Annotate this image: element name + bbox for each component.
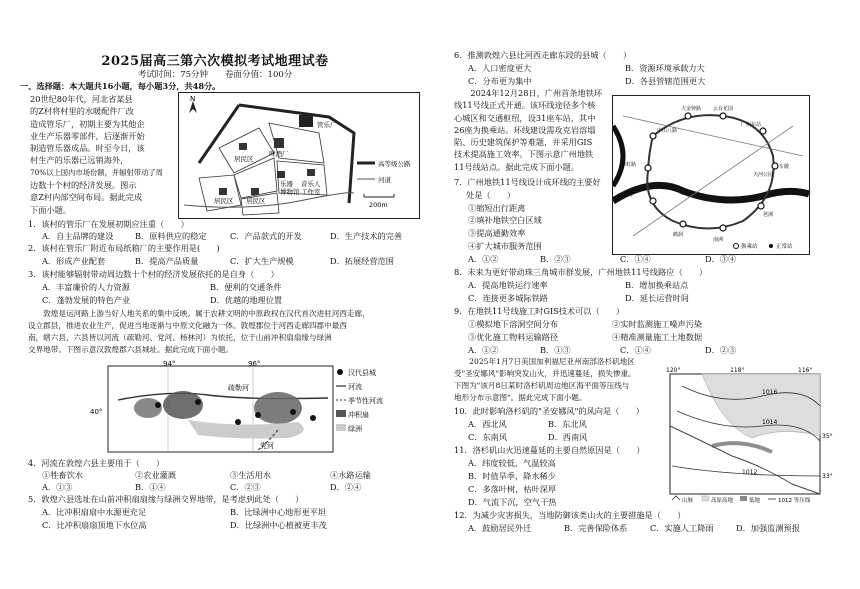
text-line: 心城区和交通枢纽，设31座车站，其中 <box>454 112 596 123</box>
svg-text:琶洲: 琶洲 <box>763 212 774 218</box>
svg-text:山脉: 山脉 <box>682 498 694 504</box>
passage-guangzhou-metro <box>454 87 609 173</box>
svg-text:高等级公路: 高等级公路 <box>378 160 411 168</box>
option-d[interactable]: D．③④ <box>705 254 737 264</box>
text-line: 线11号线正式开通。该环线途径多个核 <box>454 100 596 111</box>
la-isobar-figure <box>662 366 837 506</box>
svg-text:广州东站: 广州东站 <box>741 122 762 128</box>
text-line: 敦煌是运河路上游当好人地关系的集中反映。属于农耕文明的中原政权在汉代首次进驻河西走廊， <box>28 309 370 318</box>
option-c[interactable]: C．东南风 <box>468 432 508 442</box>
text-line: 2024年12月28日，广州首条地铁环 <box>454 88 603 98</box>
svg-text:管乐厂: 管乐厂 <box>317 121 337 129</box>
option-b[interactable]: B．②③ <box>540 254 571 264</box>
svg-text:芳村: 芳村 <box>623 192 634 198</box>
item-3: ③优化施工物料运输路径 <box>468 332 559 342</box>
question-9-stem: 9．在地铁11号线施工时GIS技术可以（ ） <box>454 306 625 316</box>
svg-text:1012: 1012 <box>742 469 758 476</box>
option-d[interactable]: D．②③ <box>705 345 737 355</box>
svg-text:彩虹路: 彩虹路 <box>621 162 637 168</box>
text-line: 意Z村内部空间布局。据此完成 <box>30 192 143 203</box>
item-1: ①缩短出行距离 <box>468 203 526 213</box>
text-line: 陷、历史建筑保护等难题，并采用GIS <box>454 137 593 148</box>
svg-text:乐器: 乐器 <box>280 180 293 188</box>
section-heading: 一、选择题：本大题共16小题，每小题3分，共48分。 <box>20 81 221 91</box>
option-a[interactable]: A．①② <box>468 254 499 264</box>
option-d[interactable]: D．西南风 <box>548 432 588 442</box>
svg-text:中山八路: 中山八路 <box>657 128 678 134</box>
text-line: 技术提高施工效率。下图示意广州地铁 <box>454 149 594 160</box>
svg-text:116°: 116° <box>798 367 813 374</box>
svg-text:音乐人: 音乐人 <box>301 180 321 188</box>
option-c[interactable]: C．蓬勃发展的特色产业 <box>42 295 131 305</box>
svg-text:车陂: 车陂 <box>779 164 790 170</box>
text-line: 的Z村将村里的水暖配件厂改 <box>30 106 134 117</box>
text-line: 业生产乐器零部件，后逐渐开始 <box>30 130 145 141</box>
option-a[interactable]: A．①② <box>468 345 499 355</box>
text-line: 地形分布示意图"。据此完成下面小题。 <box>454 393 587 402</box>
question-7-stem: 7．广州地铁11号线设计成环线的主要好 <box>454 177 601 187</box>
question-3-stem: 3．该村能够辐射带动周边数十个村的经济发展依托的是自身（ ） <box>28 269 279 279</box>
svg-text:96°: 96° <box>248 360 261 368</box>
svg-text:汉代县城: 汉代县城 <box>348 369 376 377</box>
svg-text:鹤洞: 鹤洞 <box>673 232 684 238</box>
item-4: ④水路运输 <box>330 470 371 480</box>
option-c[interactable]: C．比冲积扇扇顶地下水位高 <box>42 520 147 530</box>
text-line: 2025年1月7日美国加利福尼亚州南部洛杉矶地区 <box>454 357 635 366</box>
intro-passage-1 <box>30 93 180 216</box>
svg-text:正常站: 正常站 <box>776 244 793 250</box>
item-2: ②农业灌溉 <box>135 470 176 480</box>
question-7-stem-cont: 处是（ ） <box>466 190 516 200</box>
option-c[interactable]: C．扩大生产规模 <box>230 256 294 266</box>
svg-text:冲积扇: 冲积扇 <box>348 411 369 419</box>
option-d[interactable]: D．生产技术的完善 <box>330 231 403 241</box>
brewery-icon <box>274 138 284 148</box>
option-d[interactable]: D．②④ <box>330 482 362 492</box>
text-line: 设立郡县，推进农业生产，促进当地逐渐与中原文化融为一体。敦煌郡位于河西走廊四郡中最西 <box>28 321 347 330</box>
village-layout-map <box>179 93 419 218</box>
text-line: 制造管乐器成品。时至今日，该 <box>30 143 145 154</box>
svg-text:1012 等压线: 1012 等压线 <box>778 498 811 504</box>
question-5-stem: 5．敦煌六县选址在山前冲积扇扇缘与绿洲交界地带，是考虑到此处（ ） <box>28 494 304 504</box>
option-d[interactable]: D．各县管辖范围更大 <box>625 76 706 86</box>
text-line: 20世纪80年代，河北省某县 <box>30 94 133 104</box>
text-line: 受"圣安娜风"影响突发山火，并迅速蔓延，损失惨重。 <box>454 369 636 378</box>
svg-text:低地: 低地 <box>749 498 761 504</box>
svg-text:天河公园: 天河公园 <box>753 172 774 178</box>
option-b[interactable]: B．提高产品质量 <box>135 256 199 266</box>
svg-text:绿洲: 绿洲 <box>348 425 362 433</box>
svg-text:季节性河流: 季节性河流 <box>348 397 383 405</box>
page-title: 2025届高三第六次模拟考试地理试卷 <box>101 54 329 69</box>
svg-text:高原高地: 高原高地 <box>711 498 734 504</box>
option-c[interactable]: C．实施人工降雨 <box>650 523 714 533</box>
svg-text:33°: 33° <box>822 473 833 480</box>
svg-text:河道: 河道 <box>378 176 391 184</box>
svg-text:大金钟路: 大金钟路 <box>681 106 702 112</box>
question-11-stem: 11．洛杉矶山火迅速蔓延的主要自然原因是（ ） <box>454 445 645 455</box>
option-a[interactable]: A．提高地铁运行速率 <box>468 280 548 290</box>
option-b[interactable]: B．①④ <box>135 482 166 492</box>
option-b[interactable]: B．东北风 <box>548 419 587 429</box>
svg-text:南洲: 南洲 <box>713 237 724 243</box>
option-a[interactable]: A．人口密度更大 <box>468 63 532 73</box>
option-d[interactable]: D．气流下沉，空气干热 <box>468 497 557 507</box>
text-line: 村生产的乐器已远销海外， <box>30 155 129 166</box>
option-a[interactable]: A．形成产业配套 <box>42 256 106 266</box>
svg-text:居民区: 居民区 <box>234 155 254 163</box>
svg-text:居民区: 居民区 <box>214 197 234 205</box>
option-b[interactable]: B．①③ <box>540 345 571 355</box>
text-line: 造成管乐厂，初期主要为其他企 <box>30 118 145 129</box>
svg-text:居民区: 居民区 <box>246 197 266 205</box>
option-b[interactable]: B．原料供应的稳定 <box>135 231 207 241</box>
item-4: ④精准测量施工土地数据 <box>612 332 703 342</box>
text-line: 26座为换乘站。环线建设需攻克岩溶塌 <box>454 124 596 135</box>
option-c[interactable]: C．多落叶树，枯叶深厚 <box>468 484 557 494</box>
text-line: 交界地带。下图示意汉敦煌郡六县城址。据此完成下面小题。 <box>28 345 234 354</box>
option-c[interactable]: C．②③ <box>230 482 261 492</box>
question-2-stem: 2．该村在管乐厂附近布局纸箱厂的主要作用是( ) <box>28 243 220 253</box>
text-line: 70%以上国内市场份额，并辐射带动了周 <box>30 167 163 177</box>
option-a[interactable]: A．①③ <box>42 482 73 492</box>
option-a[interactable]: A．自主品牌的建设 <box>42 231 114 241</box>
svg-text:40°: 40° <box>90 408 103 416</box>
passage-la-wildfire <box>454 356 664 404</box>
item-4: ④扩大城市服务范围 <box>468 241 542 251</box>
question-4-stem: 4．河流在敦煌六县主要用于（ ） <box>28 458 165 468</box>
village-layout-figure <box>178 92 420 219</box>
svg-text:94°: 94° <box>163 360 176 368</box>
svg-text:党河: 党河 <box>260 442 274 450</box>
option-a[interactable]: A．丰富廉价的人力资源 <box>42 282 130 292</box>
text-line: 11号线站点。据此完成下面小题。 <box>454 161 580 172</box>
option-c[interactable]: C．①④ <box>620 345 651 355</box>
option-b[interactable]: B．比绿洲中心地形更平坦 <box>230 507 327 517</box>
option-d[interactable]: D．拓展经营范围 <box>330 256 394 266</box>
question-1 <box>28 218 189 230</box>
option-a[interactable]: A．鼓励居民外迁 <box>468 523 532 533</box>
option-d[interactable]: D．优越的地理位置 <box>210 295 283 305</box>
question-6-stem: 6．推测敦煌六县比河西走廊东段的县城（ ） <box>454 50 632 60</box>
option-b[interactable]: B．便利的交通条件 <box>210 282 282 292</box>
svg-text:N: N <box>190 95 196 103</box>
metro-map <box>613 96 809 254</box>
svg-text:云台花园: 云台花园 <box>713 106 734 112</box>
item-1: ①牲畜饮水 <box>42 470 83 480</box>
guanyue-factory-icon <box>299 115 313 127</box>
item-3: ③提高通勤效率 <box>468 228 526 238</box>
option-d[interactable]: D．加强监测预报 <box>736 523 800 533</box>
svg-text:博物馆: 博物馆 <box>280 188 300 196</box>
item-2: ②填补地铁空白区域 <box>468 215 542 225</box>
option-a[interactable]: A．比冲积扇扇中水源更充足 <box>42 507 147 517</box>
svg-text:118°: 118° <box>730 367 745 374</box>
text-line: 边数十个村的经济发展。图示 <box>30 180 137 191</box>
option-a[interactable]: A．西北风 <box>468 419 507 429</box>
svg-text:1016: 1016 <box>762 389 778 396</box>
option-c[interactable]: C．连接更多城际铁路 <box>468 293 548 303</box>
option-c[interactable]: C．①④ <box>620 254 651 264</box>
question-12-stem: 12．为减少灾害损失，当地防御该类山火的主要措施是（ ） <box>454 510 686 520</box>
svg-text:河流: 河流 <box>348 383 362 391</box>
dunhuang-map-figure <box>88 360 413 455</box>
svg-text:120°: 120° <box>666 367 681 374</box>
dunhuang-map <box>88 360 413 455</box>
text-line: 下图为"该月8日某时洛杉矶周边地区海平面等压线与 <box>454 381 630 390</box>
option-d[interactable]: D．比绿洲中心植被更丰茂 <box>230 520 327 530</box>
question-10-stem: 10．此时影响洛杉矶的"圣安娜风"的风向是（ ） <box>454 406 644 416</box>
item-1: ①模拟地下溶洞空间分布 <box>468 319 559 329</box>
option-b[interactable]: B．资源环境承载力大 <box>625 63 705 73</box>
svg-text:工作室: 工作室 <box>301 188 321 196</box>
svg-text:换乘站: 换乘站 <box>741 244 758 250</box>
north-arrow-icon <box>189 95 197 113</box>
isobar-map <box>662 366 837 506</box>
svg-text:啤酒厂: 啤酒厂 <box>269 150 289 158</box>
svg-text:1014: 1014 <box>762 419 778 426</box>
option-b[interactable]: B．时值旱季，降水稀少 <box>468 471 556 481</box>
svg-text:疏勒河: 疏勒河 <box>228 384 249 392</box>
passage-dunhuang <box>28 308 433 356</box>
question-stem: 1．该村的管乐厂在发展初期应注重（ ） <box>28 219 189 229</box>
item-2: ②实时监测施工噪声污染 <box>612 319 703 329</box>
svg-text:200m: 200m <box>369 201 388 209</box>
exam-info: 考试时间：75分钟 卷面分值：100分 <box>137 70 293 80</box>
option-b[interactable]: B．增加换乘站点 <box>625 280 689 290</box>
option-c[interactable]: C．分布更为集中 <box>468 76 532 86</box>
option-d[interactable]: D．延长运营时间 <box>625 293 689 303</box>
item-3: ③生活用水 <box>230 470 271 480</box>
metro-line-11-map <box>612 95 810 255</box>
text-line: 下面小题。 <box>30 204 71 215</box>
option-c[interactable]: C．产品款式的开发 <box>230 231 302 241</box>
question-8-stem: 8．未来为更好带动珠三角城市群发展，广州地铁11号线路应（ ） <box>454 267 708 277</box>
text-line: 南，辖六县，六县皆以河流（疏勒河、党河、杨林河）为依托，位于山前冲积扇扇缘与绿洲 <box>28 333 332 342</box>
option-b[interactable]: B．完善保险体系 <box>564 523 628 533</box>
option-a[interactable]: A．纬度较低，气温较高 <box>468 458 556 468</box>
svg-text:35°: 35° <box>822 433 833 440</box>
